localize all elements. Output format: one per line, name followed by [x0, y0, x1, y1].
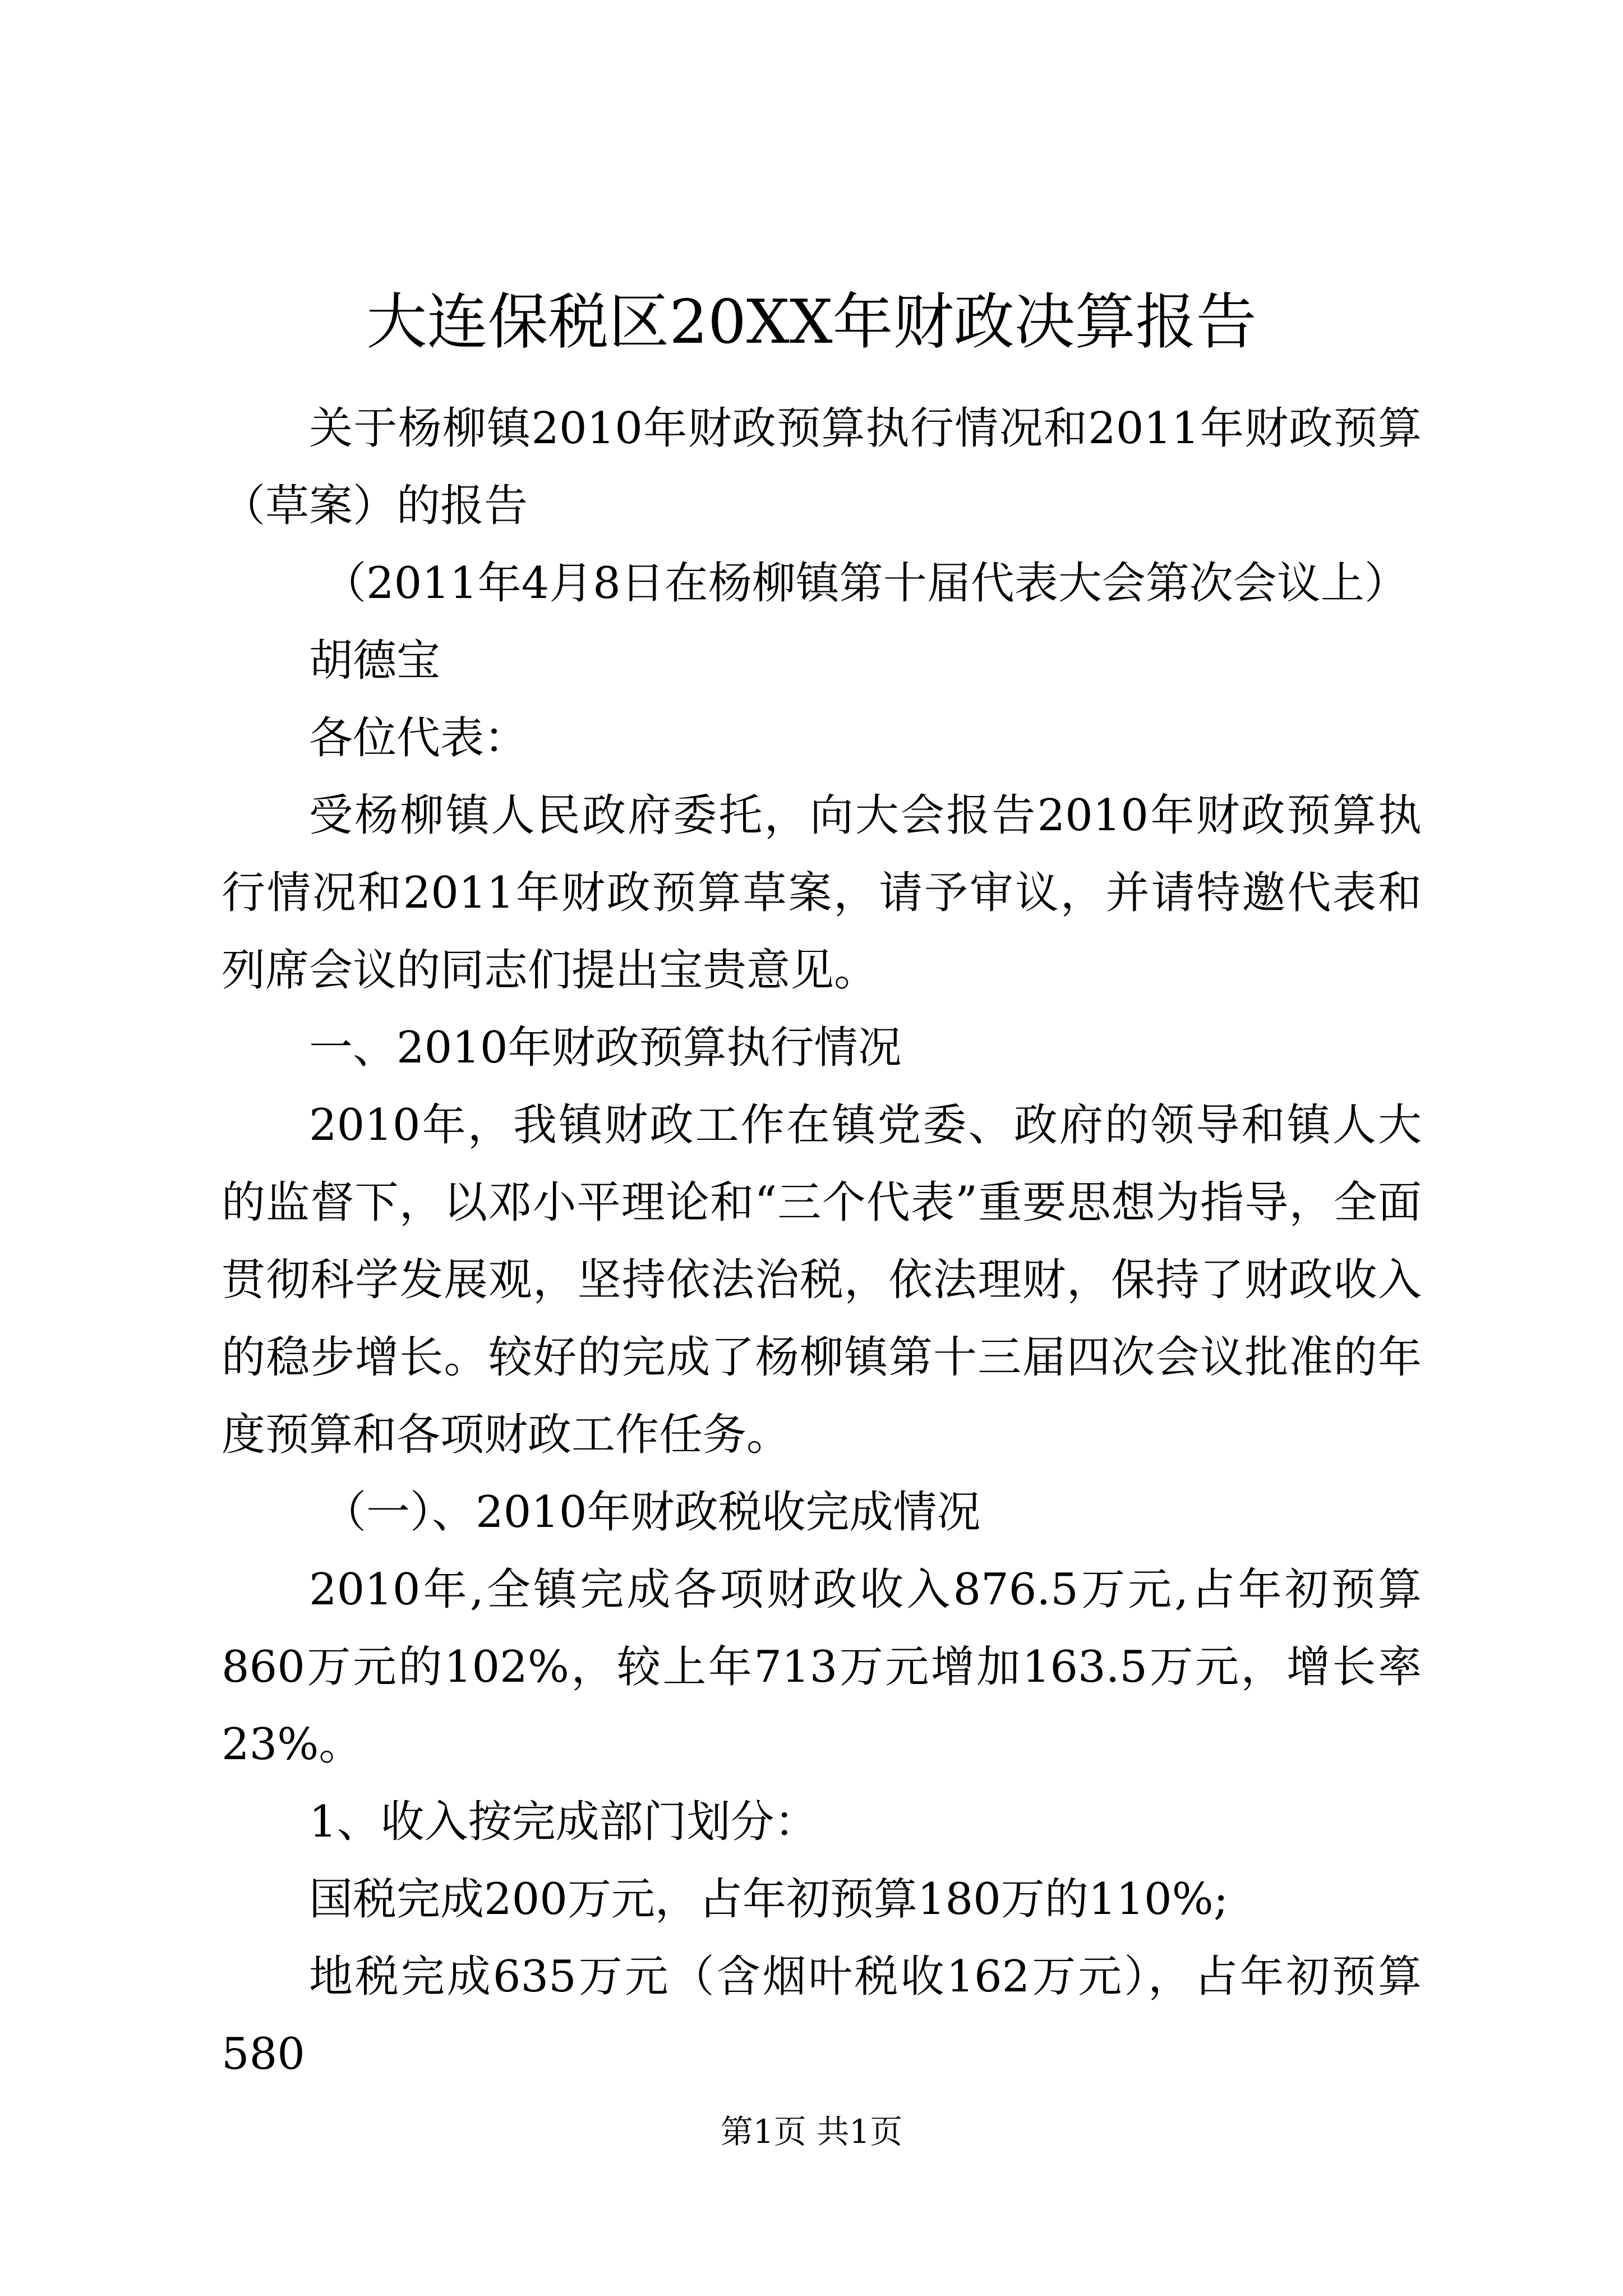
subsection-heading: （一）、2010年财政税收完成情况 [322, 1487, 981, 1538]
author-name: 胡德宝 [309, 636, 441, 686]
page-footer: 第1页 共1页 [720, 2113, 903, 2151]
body-paragraph: 2010年，我镇财政工作在镇党委、政府的领导和镇人大的监督下，以邓小平理论和“三个代表”重要思想为指导，全面贯彻科学发展观，坚持依法治税，依法理财，保持了财政收入的稳步增长。较好的完成了杨柳镇第十三届四次会议批准的年度预算和各项财政工作任务。 [222, 1100, 1422, 1460]
salutation: 各位代表： [309, 713, 528, 763]
document-body [222, 390, 1422, 2093]
report-heading: 关于杨柳镇2010年财政预算执行情况和2011年财政预算（草案）的报告 [222, 403, 1422, 531]
body-paragraph: 2010年,全镇完成各项财政收入876.5万元,占年初预算860万元的102%，较上年713万元增加163.5万元，增长率23%。 [222, 1565, 1422, 1770]
meeting-note: （2011年4月8日在杨柳镇第十届代表大会第次会议上） [322, 558, 1408, 609]
section-heading: 一、2010年财政预算执行情况 [309, 1023, 902, 1073]
document-title: 大连保税区20XX年财政决算报告 [366, 287, 1257, 357]
list-item: 地税完成635万元（含烟叶税收162万元），占年初预算580 [222, 1952, 1422, 2079]
list-heading: 1、收入按完成部门划分： [309, 1797, 818, 1847]
list-item: 国税完成200万元，占年初预算180万的110%; [309, 1874, 1229, 1925]
body-paragraph: 受杨柳镇人民政府委托，向大会报告2010年财政预算执行情况和2011年财政预算草案，请予审议，并请特邀代表和列席会议的同志们提出宝贵意见。 [222, 790, 1422, 996]
